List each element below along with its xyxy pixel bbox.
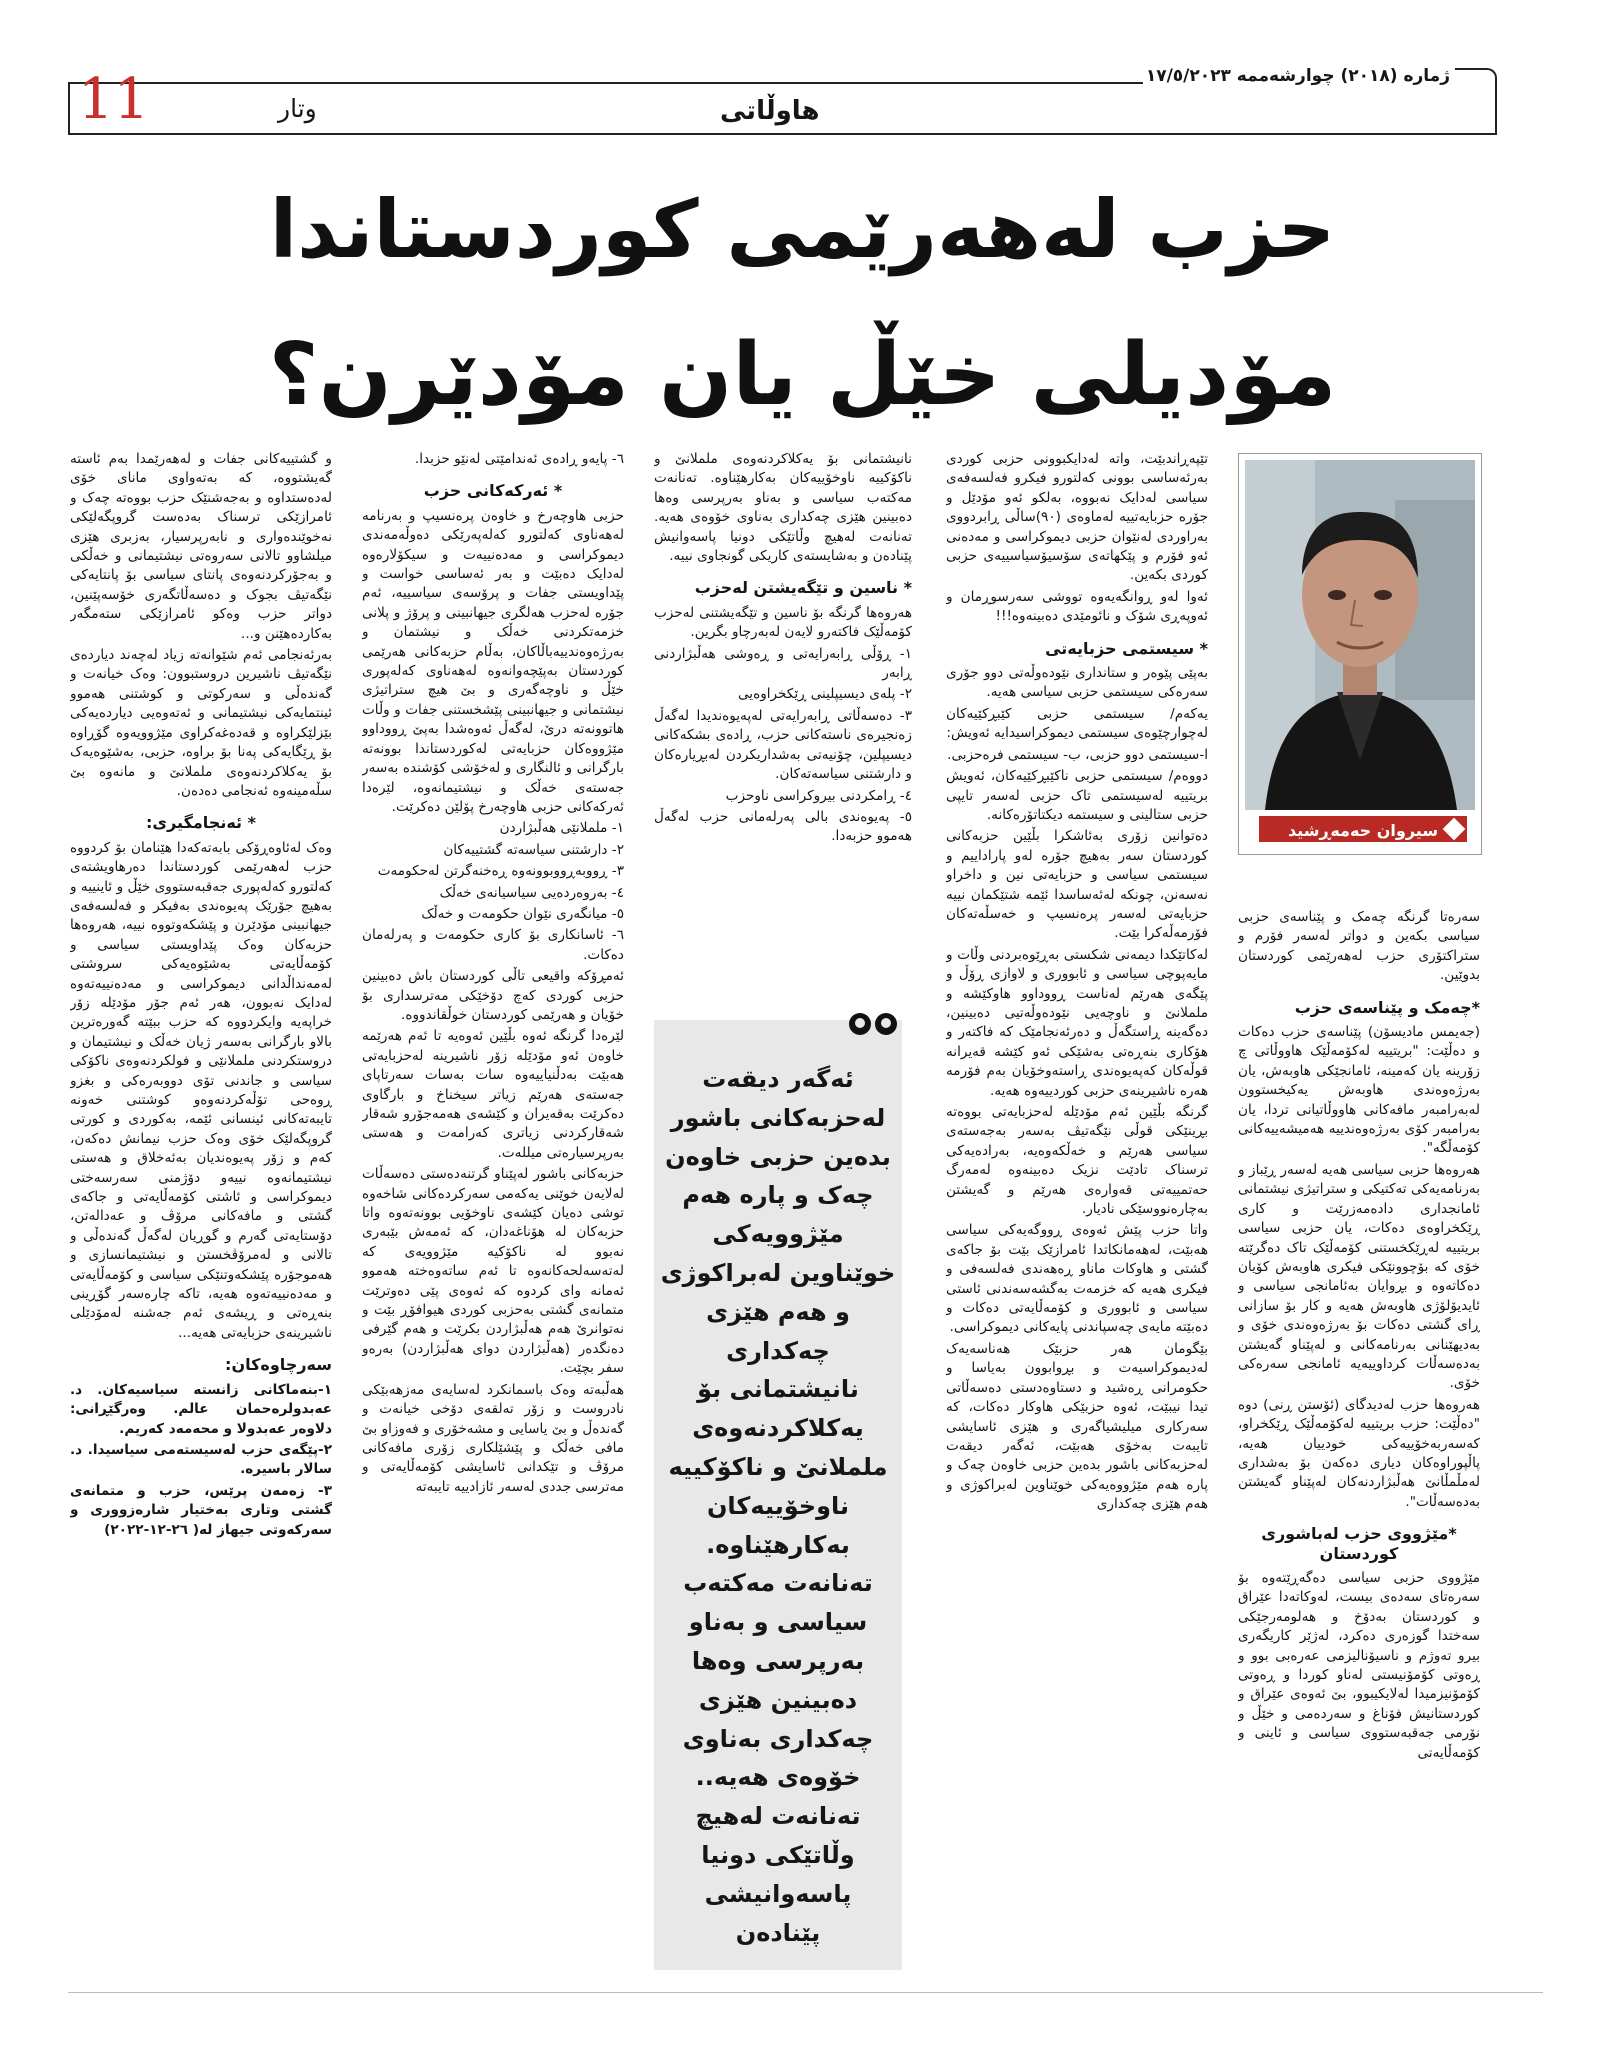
references-heading: سەرچاوەکان:	[225, 1355, 332, 1375]
col3-list-item: ٤- ڕامکردنی بیروکراسی ناوحزب	[725, 787, 912, 804]
col4-paragraph: حزبەکانی باشور لەپێناو گرتنەدەستی دەسەڵات لەلایەن خوێنی یەکەمی سەرکردەکانی شاخەوە توشی دەیان کێشەی ناوخۆیی بوونەتەوە واتا حزبەکان لە هۆناغەدان، کە ئەمەش بێبەری نەبوو لە ناکۆکیە مێژوویەی کە لەتەسەلحەکانەوە تا ئەم ساتەوەختە هەموو ئەمانە وای کردوە کە ئەوەی پێی دەوترێت متمانەی گشتی بەحزبی کوردی هیوافۆڕ بێت و نەتوانرێ هەم هەڵبژاردن بکرێت و هەم گێرفی دەنگدەر (هەڵبژاردن دوای هەڵبژاردن) بەرەو سفر بچێت.	[362, 1166, 624, 1377]
reference-item: ٣- زەمەن پرێس، حزب و متمانەی گشتی وتاری بەختیار شارەزووری و سەرکەوتی جیهاز لە( ٢٦-١٢-٢٠٢٢)	[70, 1482, 332, 1538]
col3-list-item: ٥- پەیوەندی بالی پەرلەمانی حزب لەگەڵ هەموو حزبەدا.	[654, 808, 912, 845]
quote-marks-icon	[848, 1010, 900, 1042]
col1-paragraph: (جەیمس مادیسۆن) پێناسەی حزب دەکات و دەڵێت: "بریتییە لەکۆمەڵێک هاووڵاتی چ زۆرینە یان کەمینە، ئامانجێکی هاوبەش، یان بەرژەوەندی هاوبەش یەکیخستوون لەبەرامبەر مافەکانی هاووڵاتیانی تردا، یان بەرامبەر کۆی بەرژەوەندییە هەمیشەییەکانی کۆمەڵگە".	[1238, 1024, 1480, 1157]
col4-list-item: ٢- دارشتنی سیاسەتە گشتییەکان	[443, 841, 624, 858]
section-label: وتار	[278, 94, 317, 123]
col2-paragraph: گرنگە بڵێین ئەم مۆدێلە لەحزبایەتی بووەتە بڕینێکی قوڵی نێگەتیڤ بەسەر بەجەستەی سیاسی هەرێم و خەڵکەوەیە، بەرادەیەکی ترسناک تادێت نزیک دەبینەوە لەمەرگ حەتمییەتی قەوارەی هەرێم و گەیشتن بەچارەنووسێکی نادیار.	[946, 1104, 1208, 1218]
header-bottom-rule	[68, 133, 1497, 135]
col5-paragraph: بەرئەنجامی ئەم شێوانەتە زیاد لەچەند دیاردەی نێگەتیڤ ناشیرین دروستبوون: وەک خیانەت و گەندەڵی و سەرکوتی و کوشتنی هەموو ئینتمایەکی نیشتیمانی و ئەتەوەیی دیاردەیەکی بێزلێکراوە و قەدەغەکراوی مێژوویەوە گۆڕاوە بۆ ڕێگایەکی پەنا بۆ براوە، حزبی، بەشێوەیەک بۆ یەکلاکردنەوەی ململانێ و مانەوە بێ سڵەمینەوە ئەنجامی دەدەن.	[70, 647, 332, 799]
col1-paragraph: سەرەتا گرنگە چەمک و پێناسەی حزبی سیاسی بکەین و دواتر لەسەر فۆرم و ستراکتۆری حزب لەهەرێمی کوردستان بدوێین.	[1238, 909, 1480, 984]
col4-paragraph: حزبی هاوچەرخ و خاوەن پرەنسیپ و بەرنامە لەهەناوی کەلتورو کەلەپەرێکی دەوڵەمەندی دیموکراسی و مەدەنییەت و سیکۆلارەوە لەدایک دەبێت و بەر ئەساسی خواست و پێداویستی جفات و پرۆسەی سیاسییە، ئەم جۆرە لەحزب هەلگری جیهانبینی و پرۆژ و پلانی خزمەتکردنی خەڵک و نیشتمان و بەرژەوەندییەباڵاکان، بەڵام حزبەکانی هەرێمی کوردستان بەپێچەوانەوە لەهەناوی کەلەپوری خێڵ و ناوچەگەری و بێ هیچ ستراتیژی نیشتمانی و جیهانبینی پێشخستنی جفات و وڵات هاتوونەتە درێ، لەگەڵ ئەوەشدا بەپێ ڕووداوو مێژووەکان حزبایەتی لەکوردستاندا بوونەتە بارگرانی و ئالنگاری و لەخۆشی کۆشندە بەسەر جەستەی خەڵک و نیشتیمانەوە، لێرەدا ئەرکەکانی حزبی هاوچەرخ پۆلێن دەکرێت.	[362, 507, 624, 815]
col3-subheading: * ناسین و تێگەیشتن لەحزب	[694, 578, 912, 598]
header-left-tick	[68, 82, 70, 135]
col4-list-item: ٤- بەروەردەیی سیاسیانەی خەڵک	[439, 884, 624, 901]
col1-paragraph: مێژووی حزبی سیاسی دەگەڕێتەوە بۆ سەرەتای سەدەی بیست، لەوکاتەدا عێراق و کوردستان بەدۆخ و هەلومەرجێکی سەختدا گوزەری دەکرد، لەژێر کاریگەری بیرو تەوژم و ناسیۆنالیزمی عەرەبی بوو و ڕەوتی کۆمۆنیستی لەناو کوردا و ڕەوتی کۆمۆنیزمیدا لەلایکیبوو، بێ ئەوەی عێراق و کوردستانیش فۆناغ و سەردەمی و خێڵ و نۆرمی جەقبەستووی سیاسی و ئاینی و کۆمەڵایەتی	[1238, 1570, 1480, 1761]
col2-paragraph: لەکاتێکدا دیمەنی شکستی بەڕێوەبردنی وڵات و مایەپوچی سیاسی و ئابووری و لاوازی ڕۆڵ و پێگەی هەرێم لەناست ڕووداوو هاوکێشە و ململانێ و ناوچەیی نێودەوڵەتیی دەبینین، دەگەینە ڕاستگەڵ و دەرئەنجامێک کە فاکتەر و هۆکاری بنەڕەتی بەشێکی ئەو کێشە قەیرانە قوڵەکان کەپەیوەندی ڕاستەوخۆیان بەم فۆرمە هەرە ناشیرینەی حزبی کوردییەوە هەیە.	[946, 946, 1208, 1099]
col2-paragraph: واتا حزب پێش ئەوەی ڕووگەیەکی سیاسی هەبێت، لەهەمانکاتدا ئامرازێک بێت بۆ جاکەی گشتی و هاوکات ماناو ڕەهەندی فەلسەفی و فیکری هەیە کە خزمەت بەگشەسەندنی ئاستی سیاسی و ئابووری و کۆمەڵایەتی دەکات و دەبێتە مایەی چەسپاندنی پایەکانی دیموکراسی.	[946, 1222, 1208, 1336]
col4-paragraph: ٦- پایەو ڕادەی ئەندامێتی لەنێو حزبدا.	[414, 451, 624, 467]
col1-paragraph: هەروەها حزبی سیاسی هەیە لەسەر ڕێباز و بەرنامەیەکی تەکتیکی و ستراتیژی نیشتمانی ئامانجداری دادەمەزرێت و کاری ڕێکخراوەی دەکات، یان حزبی سیاسی بریتییە لەڕێکخستنی کۆمەڵێک تاک دەگرێتە خۆی کە بۆچوونێکی فیکری هاوبەش کۆیان دەکاتەوە و بڕوایان بەئامانجی سیاسی و ئایدیۆلۆژی هاوبەش هەیە و کار بۆ سازانی ڕای گشتی دەکات بۆ بەرژەوەندی خۆی و بەدیهێنانی بەرنامەکانی و لەپێناو گەیشتن بەدەسەڵات کرداوییەیە ئامانجی سەرەکی خۆی.	[1238, 1161, 1480, 1392]
col3-list-item: ١- ڕۆڵی ڕابەرایەتی و ڕەوشی هەڵبژاردنی ڕابەر	[654, 645, 912, 682]
col2-paragraph: دەتوانین زۆری بەئاشکرا بڵێین حزبەکانی کوردستان سەر بەهیچ جۆرە لەو پاراداییم و سیستمی سیاسی و حزبایەتی نین و داخراو نەسەنن، چونکە لەئەساسدا ئێمە شتێکمان نییە حزبایەتی لەسەر پرەنسیپ و خەسڵەتەکان فۆرمەڵەکرا بێت.	[946, 828, 1208, 942]
col4-paragraph: لێرەدا گرنگە ئەوە بڵێین ئەوەیە تا ئەم هەرێمە خاوەن ئەو مۆدێلە زۆر ناشیرینە لەحزبایەتی هەبێت بەدڵنیاییەوە سات بەسات سەرتاپای جەستەی هەرێم زیاتر سیخناخ و بارگاوی دەکرێت بەقەیران و کێشەی هەمەجۆرو شەقار شەقارکردنی زیاتری کەرامەت و هەستی بەرپرسیارەتی میللەت.	[362, 1028, 624, 1161]
headline-line-1: حزب لەهەرێمی کوردستاندا	[269, 183, 1336, 276]
newspaper-masthead: هاوڵاتی	[720, 96, 820, 126]
article-column-4	[362, 450, 624, 1980]
col5-paragraph: و گشتییەکانی جفات و لەهەرێمدا بەم ئاستە گەیشتووە، کە بەتەواوی مانای خۆی لەدەستداوە و بەجەشنێک حزب بووەتە چەک و ئامرازێکی ترسناک بەدەست گروپگەلێکی نەخوێندەواری و نابەرپرسیار، بەزبری هێزی میلشاوو تالانی سەروەتی نیشتیمانی و خەڵکی و بەجۆرکردنەوەی پانتای سیاسی بۆ پانتایەکی نێگەتیڤ بجوک و دەسەڵاتگەری خۆسەپێنین، دواتر حزب وەکو ئامرازێکی ستەمگەر بەکاردەهێنن و...	[70, 451, 332, 642]
col4-list-item: ٦- ئاسانکاری بۆ کاری حکومەت و پەرلەمان دەکات.	[362, 927, 624, 963]
article-column-5	[70, 450, 332, 1980]
col2-paragraph: ئەوا لەو ڕوانگەیەوە تووشی سەرسوڕمان و ئەوپەڕی شۆک و نائومێدی دەبینەوە!!!	[946, 588, 1208, 625]
author-photo-box	[1238, 453, 1482, 855]
col2-paragraph: یەکەم/ سیستمی حزبی کێبڕکێیەکان لەچوارچێوەی سیستمی دیموکراسیدایە ئەویش:	[946, 705, 1208, 742]
col3-list-item: ٢- پلەی دیسیپلینی ڕێکخراوەیی	[737, 686, 912, 703]
header-corner-frame	[1455, 68, 1497, 135]
portrait-illustration	[1245, 460, 1475, 810]
col4-list-item: ٣- ڕووبەڕووبوونەوە ڕەخنەگرتن لەحکومەت	[377, 863, 624, 880]
col3-list-item: ٣- دەسەڵاتی ڕابەرایەتی لەپەیوەندیدا لەگەڵ زەنجیرەی ناستەکانی حزب، ڕادەی بشکەکانی دیسیپلین، چۆنیەتی بەشداریکردن لەبڕیارەکان و دارشتنی سیاسەتەکان.	[654, 707, 912, 783]
col2-paragraph: ا-سیستمی دوو حزبی، ب- سیستمی فرەحزبی.	[947, 746, 1208, 763]
article-column-1	[1238, 908, 1480, 1978]
headline-line-2: مۆدیلی خێڵ یان مۆدێرن؟	[268, 325, 1337, 425]
header-top-rule	[70, 82, 1143, 84]
pullquote-text: ئەگەر دیقەت لەحزبەکانی باشور بدەین حزبی خاوەن چەک و پارە هەم مێژوویەکی خوێناوین لەبراکوژی و هەم هێزی چەکداری نانیشتمانی بۆ یەکلاکردنەوەی ململانێ و ناکۆکییە ناوخۆییەکان بەکارهێناوە. تەنانەت مەکتەب سیاسی و بەناو بەرپرسی وەها دەبینین هێزی چەکداری بەناوی خۆوەی هەیە.. تەنانەت لەهیچ وڵاتێکی دونیا پاسەوانیشی پێنادەن	[660, 1065, 896, 1947]
col1-paragraph: هەروەها حزب لەدیدگای (ئۆستن ڕنی) دوە "دەڵێت: حزب بریتییە لەکۆمەڵێک ڕێکخراو، کەسەربەخۆییەکی خودییان هەیە، پاڵپوراوەکان دیاری دەکەن بۆ بەشداری لەمڵمڵانێ هەڵبژاردنەکان لەپێناو گەیشتن بەدەسەڵات".	[1238, 1396, 1480, 1510]
col2-subheading: * سیستمی حزبایەتی	[1045, 638, 1208, 658]
col5-subheading: * ئەنجامگیری:	[146, 813, 256, 833]
col1-subheading: *مێژووی حزب لەباشوری کوردستان	[1261, 1524, 1457, 1563]
col2-paragraph: تێپەڕاندبێت، واتە لەدایکبوونی حزبی کوردی بەرئەساسی بوونی کەلتورو فیکرو فەلسەفەی سیاسی لەدایک نەبووە، بەلکو ئەو مۆدێل و جۆرە حزبایەتییە لەماوەی (٩٠)ساڵی ڕابردووی بەراوردی لەنێوان حزبی دیموکراسی و مەدەنی ئەو فۆرم و پێکهاتەی سۆسیۆسیاسییەی حزبی کوردی بکەین.	[946, 451, 1208, 584]
col5-paragraph: وەک لەئاوەڕۆکی بابەتەکەدا هێنامان بۆ کردووە حزب لەهەرێمی کوردستاندا دەرهاویشتەی کەلتورو کەلەپوری جەقبەستووی خێڵ و ئاینییە و بەهیچ جۆرێک پەیوەندی بەفیکر و فەلسەفەی جیهانبینی مۆدێرن و پێشکەوتووە نییە، هەروەها حزبەکان وەک پێداویستی سیاسی و کۆمەڵایەتی بەشێوەیەکی سروشتی لەمەنداڵدانی دیموکراسی و مەدەنییەتەوە لەدایک نەبوون، هەر ئەم جۆر مۆدێلە زۆر خراپەیە وایکردووە کە حزب ببێتە گەورەترین بالاو بارگرانی بەسەر ژیان خەڵک و نیشتیمان و دروستکردنی ململانێی و فولکردنەوەی ناکۆکی سیاسی و جاندنی تۆی دووبەرەکی و بغزو ڕوەحی تۆڵەکردنەوەو کوشتنی خەونە تایبەتەکانی ئینسانی ئێمە، بەکوردی و کورتی گروپگەلێک خۆی وەک حزب نیمانش دەکەن، کەم و زۆر پەیوەندیان بەئەخلاق و هەستی نیشتیمانەوە نییەو دۆژمنی سەرسەختی دیموکراسی و ئاشتی کۆمەڵایەتی و جاکەی گشتی و مافەکانی مرۆڤ و عەدالەتن، دۆستایەتی گەرم و گوڕیان لەگەڵ گەندەڵی و تالانی و لەمرۆڤخستن و نیشتیمانسازی و هەموجۆرە پێشکەوتنێکی سیاسی و کۆمەڵایەتی و مەدەنییەتەوە هەیە، تاکە چارەسەر گۆڕینی بنەڕەتی و ڕیشەی ئەم جەشنە لەمۆدێلی ناشیرینەی حزبایەتی هەیە...	[70, 839, 332, 1341]
col4-list-item: ١- ململانێی هەڵبژاردن	[499, 820, 624, 837]
issue-date-line: ژمارە (٢٠١٨) چوارشەممە ١٧/٥/٢٠٢٣	[1145, 66, 1450, 86]
col3-paragraph: هەروەها گرنگە بۆ ناسین و تێگەیشتنی لەحزب کۆمەڵێک فاکتەرو لایەن لەبەرچاو بگرین.	[654, 604, 912, 641]
reference-item: ٢-پێگەی حزب لەسیستەمی سیاسیدا. د. سالار باسیرە.	[70, 1441, 332, 1478]
col3-paragraph: نانیشتمانی بۆ یەکلاکردنەوەی ململانێ و ناکۆکییە ناوخۆییەکان بەکارهێناوە. تەنانەت مەکتەب سیاسی و بەناو بەرپرسی وەها دەبینین هێزی چەکداری بەناوی خۆوەی هەیە. تەنانەت لەهیچ وڵاتێکی دونیا پاسەوانیش پێنادەن و بەشایستەی کاریکی گونجاوی نییە.	[654, 451, 912, 565]
col2-paragraph: بێگومان هەر حزبێک هەناسەیەک لەدیموکراسیەت و بڕوابوون بەیاسا و حکومرانی ڕەشید و دستاوەدستی دەسەڵاتی تیدا نیبێت، ئەوە حزبێکی هاوکار دەکات، کە سەرکاری میلیشیاگەری و هێزی ئاسایشی تایبەت بەخۆی هەبێت، ئەگەر دیقەت لەحزبەکانی باشور بدەین حزبی خاوەن چەک و پارە هەم مێژووەیەکی خوێناوین لەبراکوژی و هەم هێزی چەکداری	[946, 1340, 1208, 1513]
page-number: 11	[78, 67, 150, 132]
col4-paragraph: هەڵبەتە وەک باسمانکرد لەسایەی مەزهەبێکی نادروست و زۆر تەلقەی دۆخی خیانەت و گەندەڵ و بێ یاسایی و مشەخۆری و فەوزاو بێ مافی خەڵک و پێشێلکاری زۆری مافەکانی مرۆڤ و تێکدانی ئاسایشی کۆمەڵایەتی و مەترسی جددی لەسەر ئازادییە تایبەتە	[362, 1381, 624, 1495]
col2-paragraph: بەپێی پێوەر و ستانداری نێودەوڵەتی دوو جۆری سەرەکی سیستمی حزبی سیاسی هەیە.	[946, 665, 1208, 701]
article-column-3	[654, 450, 912, 970]
col1-subheading: *چەمک و پێناسەی حزب	[1294, 997, 1480, 1017]
footer-rule	[68, 1992, 1543, 1993]
col4-list-item: ٥- میانگەری نێوان حکومەت و خەڵک	[421, 905, 624, 922]
col2-paragraph: دووەم/ سیستمی حزبی ناکێبڕکێیەکان، ئەویش بریتییە لەسیستمی تاک حزبی لەسەر تایپی حزبی ستالینی و سیستمە دیکتاتۆرەکانە.	[946, 768, 1208, 823]
author-name-strip: سیروان حەمەڕشید	[1257, 814, 1469, 844]
col4-subheading: * ئەرکەکانی حزب	[423, 481, 563, 501]
col4-paragraph: ئەمڕۆکە واقیعی تاڵی کوردستان باش دەبینین حزبی کوردی کەچ دۆخێکی مەترسداری بۆ خۆیان و هەرێمی کوردستان خوڵقاندووە.	[362, 968, 624, 1023]
reference-item: ١-بنەماکانی زانستە سیاسیەکان. د. عەبدولرەحمان عالم. وەرگێڕانی: دلاوەر عەبدولا و محەمەد کەریم.	[70, 1381, 332, 1437]
article-column-2	[946, 450, 1208, 1980]
author-portrait-photo	[1245, 460, 1475, 810]
